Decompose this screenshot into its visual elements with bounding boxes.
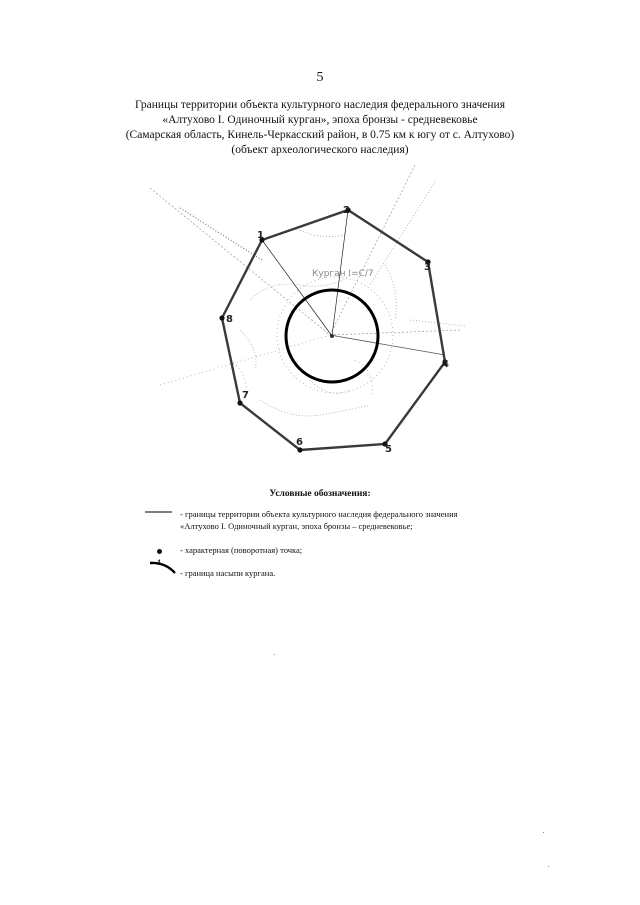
vertex-7	[237, 400, 242, 405]
vertex-label-5: 5	[385, 444, 392, 455]
background-survey-lines	[150, 165, 465, 416]
vertex-6	[297, 447, 302, 452]
legend-point-text: - характерная (поворотная) точка;	[180, 545, 303, 555]
legend-point-symbol: 1	[157, 544, 165, 568]
title-line-4: (объект археологического наследия)	[231, 144, 409, 156]
mound-center-marker	[330, 334, 334, 338]
page-number: 5	[316, 70, 324, 85]
point-dot-icon	[157, 549, 162, 554]
scan-speck	[274, 654, 275, 655]
title-line-1: Границы территории объекта культурного наследия федерального значения	[135, 99, 505, 111]
legend-mound-text: - граница насыпи кургана.	[180, 568, 276, 578]
mound-label: Курган I=C/7	[312, 269, 374, 279]
title-line-2: «Алтухово I. Одиночный курган», эпоха бронзы - средневековье	[162, 114, 478, 126]
title-line-3: (Самарская область, Кинель-Черкасский район, в 0.75 км к югу от с. Алтухово)	[125, 129, 515, 141]
vertex-label-1: 1	[257, 230, 264, 241]
vertex-label-6: 6	[296, 437, 303, 448]
territory-boundary	[222, 210, 445, 450]
vertex-8	[219, 315, 224, 320]
vertex-label-7: 7	[242, 390, 249, 401]
scan-speck	[548, 866, 549, 867]
scan-speck	[543, 832, 544, 833]
vertex-label-3: 3	[424, 262, 431, 273]
vertex-label-2: 2	[343, 205, 350, 216]
vertex-label-4: 4	[442, 359, 449, 370]
boundary-vertices	[219, 207, 447, 452]
vertex-label-8: 8	[226, 314, 233, 325]
legend-boundary-text: - границы территории объекта культурного наследия федерального значения «Алтухово I. Одиночный курган, эпоха бронзы – средневековье;	[180, 509, 458, 531]
legend-title: Условные обозначения:	[269, 489, 371, 499]
